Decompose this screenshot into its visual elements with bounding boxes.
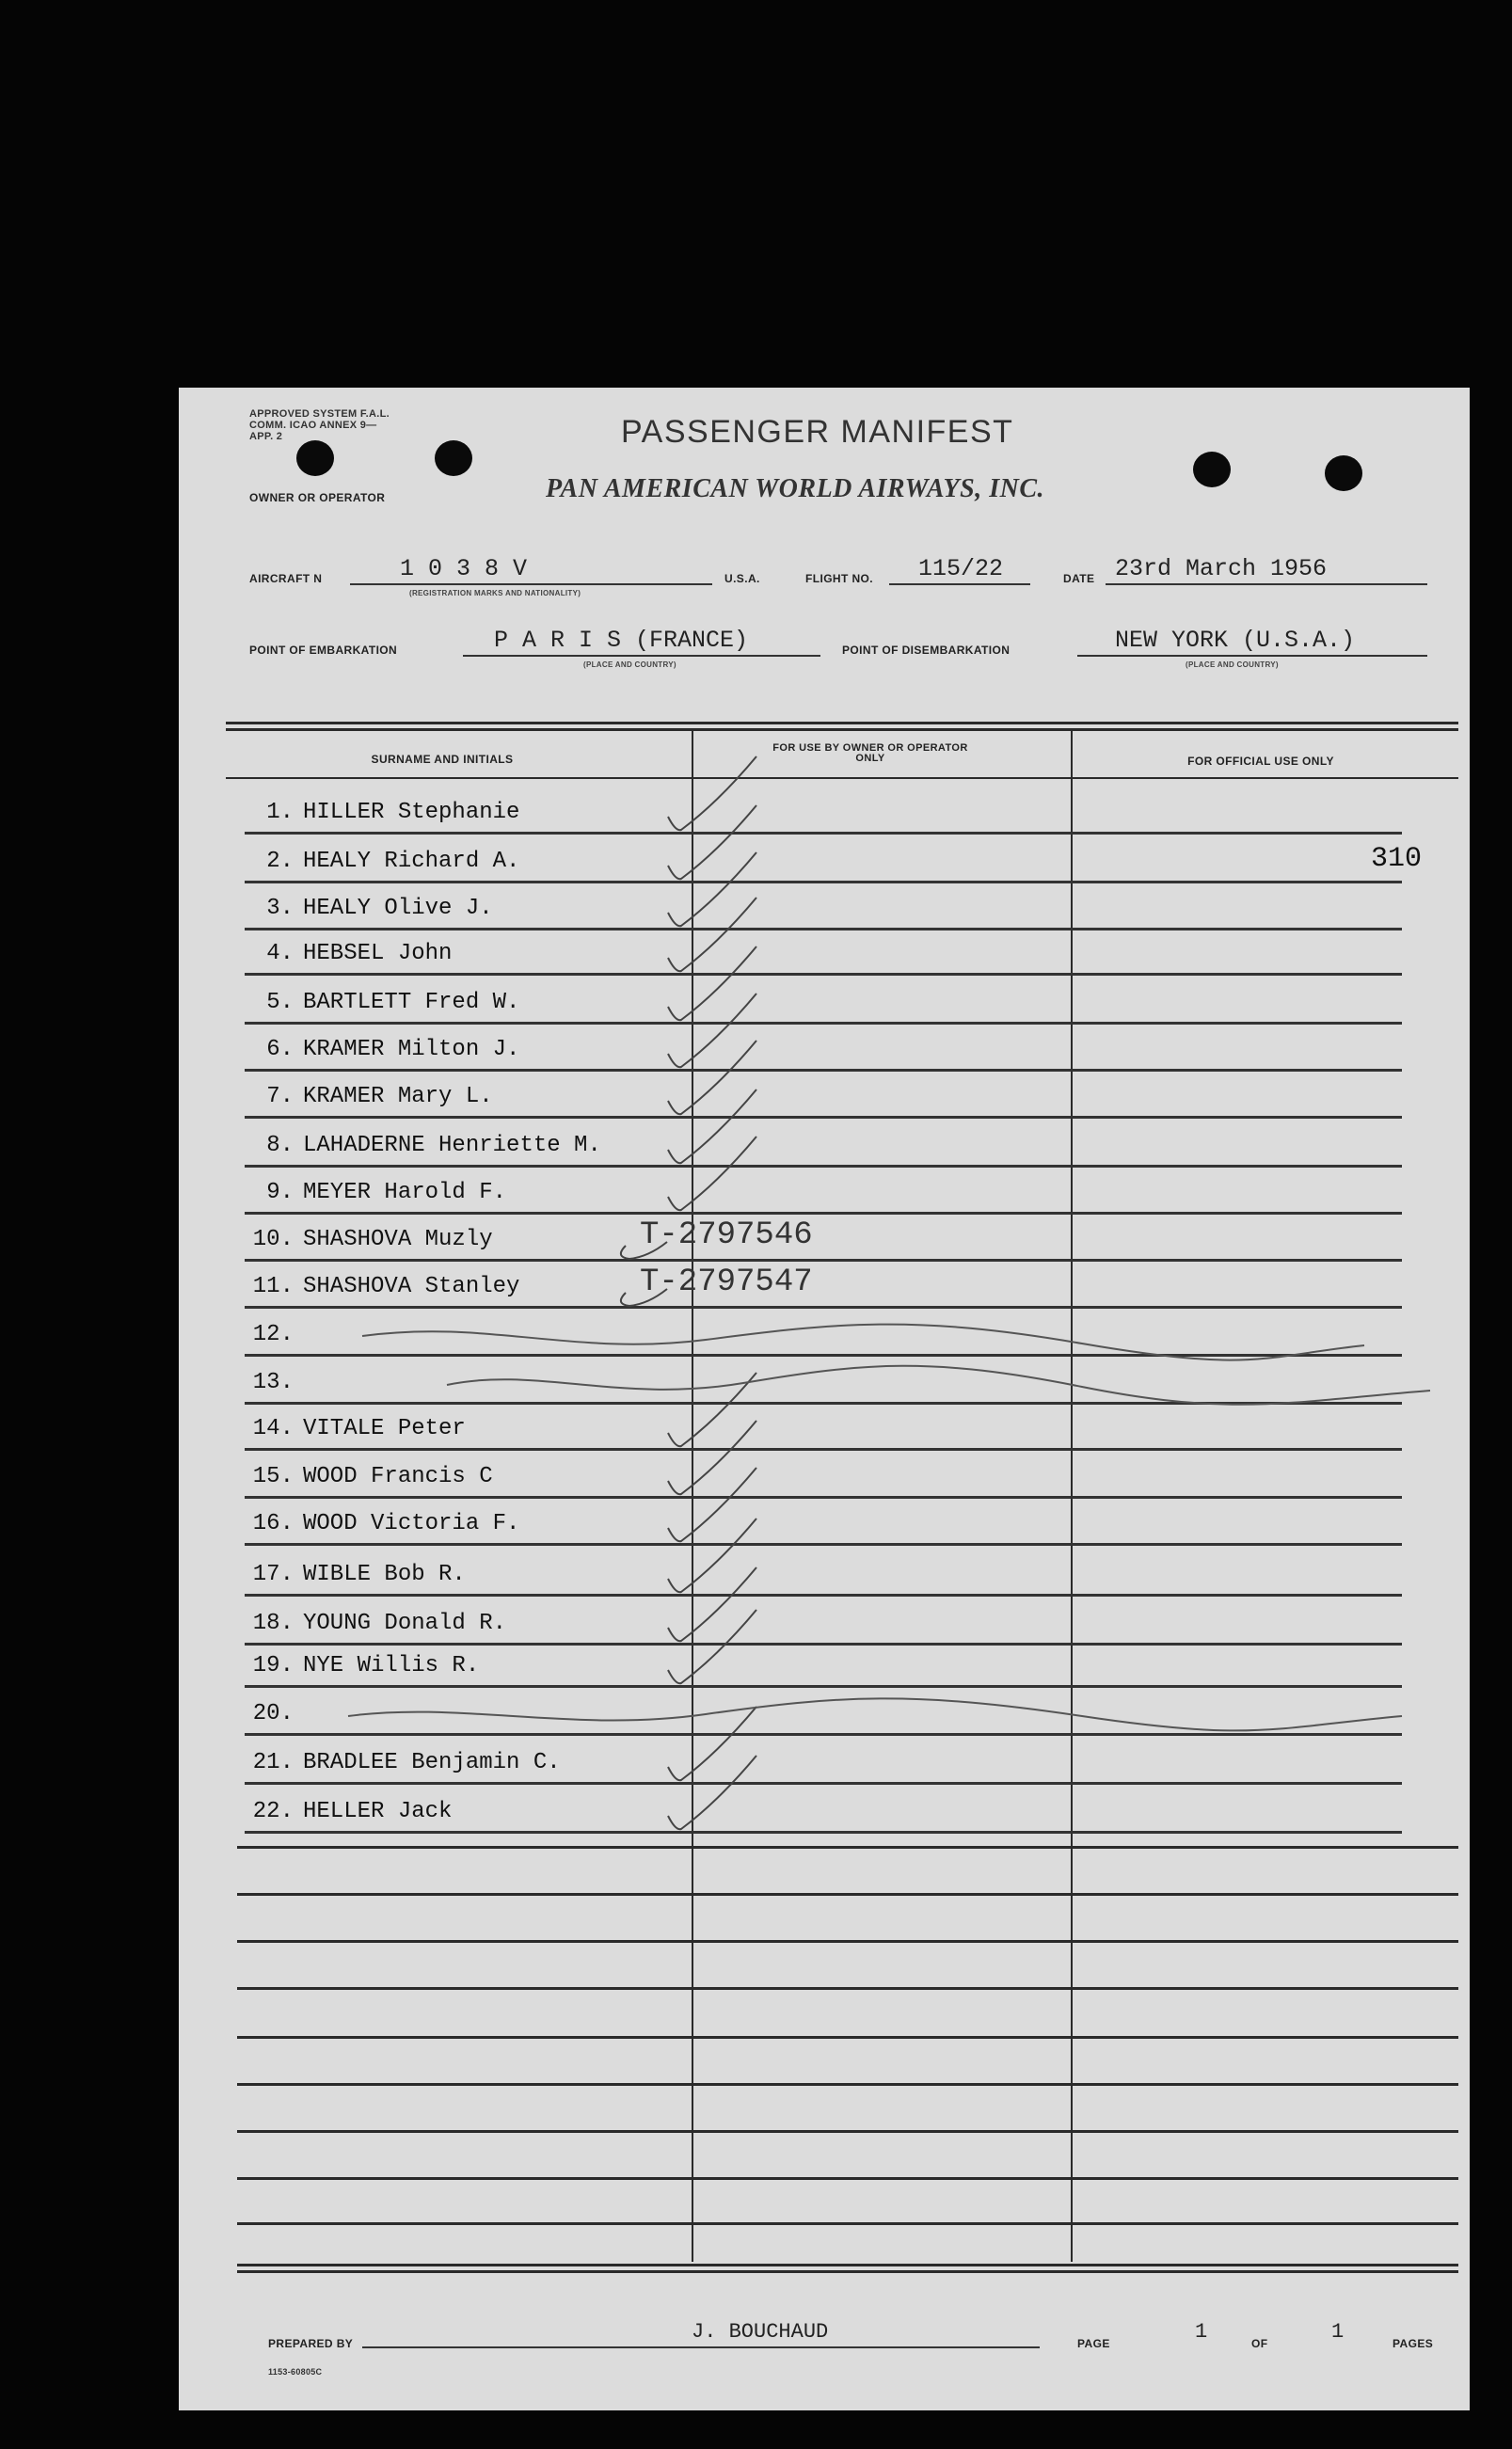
passenger-name: HEBSEL John xyxy=(303,941,453,966)
punch-hole xyxy=(296,440,334,476)
passenger-row xyxy=(245,1264,1458,1308)
empty-row-rule xyxy=(237,2177,1458,2180)
disembark-label: POINT OF DISEMBARKATION xyxy=(842,644,1011,657)
row-rule xyxy=(245,1643,1402,1646)
date-value: 23rd March 1956 xyxy=(1115,555,1328,582)
passenger-number: 4. xyxy=(266,941,294,966)
punch-hole xyxy=(1193,452,1231,487)
usa-label: U.S.A. xyxy=(724,572,760,585)
passenger-number: 16. xyxy=(252,1511,294,1536)
empty-row-rule xyxy=(237,1893,1458,1896)
row-rule xyxy=(245,1831,1402,1834)
row-rule xyxy=(245,1496,1402,1499)
aircraft-line xyxy=(350,583,712,585)
embark-label: POINT OF EMBARKATION xyxy=(249,644,398,657)
passenger-number: 9. xyxy=(266,1180,294,1205)
disembark-value: NEW YORK (U.S.A.) xyxy=(1115,627,1356,654)
passenger-name: WOOD Victoria F. xyxy=(303,1511,520,1536)
page-value: 1 xyxy=(1195,2320,1208,2344)
passenger-number: 17. xyxy=(252,1562,294,1587)
table-top-rule xyxy=(226,728,1458,731)
row-rule xyxy=(245,1594,1402,1597)
passenger-row xyxy=(245,1084,1458,1118)
row-rule xyxy=(245,1212,1402,1215)
passenger-row xyxy=(245,843,1458,883)
row-rule xyxy=(245,1543,1402,1546)
passenger-number: 12. xyxy=(252,1322,294,1347)
table-top-rule xyxy=(226,722,1458,724)
flight-label: FLIGHT NO. xyxy=(805,572,873,585)
approval-note: APPROVED SYSTEM F.A.L. COMM. ICAO ANNEX 9—APP. 2 xyxy=(249,408,390,442)
passenger-row xyxy=(245,1416,1458,1450)
table-bottom-rule xyxy=(237,2264,1458,2266)
passenger-number: 18. xyxy=(252,1611,294,1636)
disembark-caption: (PLACE AND COUNTRY) xyxy=(1186,660,1279,669)
row-rule xyxy=(245,1685,1402,1688)
row-rule xyxy=(245,1733,1402,1736)
passenger-number: 11. xyxy=(252,1274,294,1299)
punch-hole xyxy=(435,440,472,476)
disembark-line xyxy=(1077,655,1427,657)
passenger-row xyxy=(245,1511,1458,1545)
passenger-name: SHASHOVA Muzly xyxy=(303,1227,493,1252)
pages-label: PAGES xyxy=(1393,2337,1434,2350)
owner-label: OWNER OR OPERATOR xyxy=(249,491,386,504)
passenger-number: 21. xyxy=(252,1750,294,1775)
passenger-row xyxy=(245,1133,1458,1167)
punch-hole xyxy=(1325,455,1362,491)
embark-value: P A R I S (FRANCE) xyxy=(494,627,749,654)
col-owner-header: FOR USE BY OWNER OR OPERATOR ONLY xyxy=(772,742,968,764)
prepared-value: J. BOUCHAUD xyxy=(692,2320,829,2344)
passenger-number: 10. xyxy=(252,1227,294,1252)
col-surname-header: SURNAME AND INITIALS xyxy=(371,753,514,766)
of-label: OF xyxy=(1251,2337,1268,2350)
empty-row-rule xyxy=(237,2083,1458,2086)
passenger-name: WOOD Francis C xyxy=(303,1464,493,1489)
passenger-row xyxy=(245,1037,1458,1071)
passenger-owner-note: T-2797547 xyxy=(640,1264,813,1300)
passenger-name: VITALE Peter xyxy=(303,1416,466,1441)
empty-row-rule xyxy=(237,2130,1458,2133)
airline-name: PAN AMERICAN WORLD AIRWAYS, INC. xyxy=(546,474,1045,503)
passenger-row xyxy=(245,1611,1458,1645)
table-bottom-rule xyxy=(237,2270,1458,2273)
empty-row-rule xyxy=(237,1987,1458,1990)
row-rule xyxy=(245,1448,1402,1451)
empty-row-rule xyxy=(237,1940,1458,1943)
passenger-row xyxy=(245,896,1458,930)
passenger-name: HEALY Richard A. xyxy=(303,849,520,874)
passenger-row xyxy=(245,941,1458,975)
row-rule xyxy=(245,1354,1402,1357)
passenger-number: 14. xyxy=(252,1416,294,1441)
passenger-number: 7. xyxy=(266,1084,294,1109)
row-rule xyxy=(245,1259,1402,1262)
aircraft-caption: (REGISTRATION MARKS AND NATIONALITY) xyxy=(409,589,581,597)
passenger-row xyxy=(245,1217,1458,1261)
passenger-number: 2. xyxy=(266,849,294,874)
aircraft-label: AIRCRAFT N xyxy=(249,572,323,585)
form-code: 1153-60805C xyxy=(268,2367,323,2377)
passenger-row xyxy=(245,800,1458,834)
passenger-name: KRAMER Milton J. xyxy=(303,1037,520,1062)
row-rule xyxy=(245,881,1402,883)
row-rule xyxy=(245,1165,1402,1168)
passenger-number: 22. xyxy=(252,1799,294,1824)
passenger-name: HILLER Stephanie xyxy=(303,800,520,825)
empty-row-rule xyxy=(237,2222,1458,2225)
passenger-name: BRADLEE Benjamin C. xyxy=(303,1750,561,1775)
row-rule xyxy=(245,1022,1402,1025)
passenger-name: YOUNG Donald R. xyxy=(303,1611,507,1636)
page-label: PAGE xyxy=(1077,2337,1110,2350)
passenger-official-entry: 310 xyxy=(1371,843,1423,875)
col-official-header: FOR OFFICIAL USE ONLY xyxy=(1187,755,1334,768)
passenger-row xyxy=(245,1750,1458,1784)
passenger-name: MEYER Harold F. xyxy=(303,1180,507,1205)
row-rule xyxy=(245,832,1402,835)
passenger-row xyxy=(245,1701,1458,1735)
prepared-line xyxy=(362,2346,1040,2348)
passenger-name: KRAMER Mary L. xyxy=(303,1084,493,1109)
pages-value: 1 xyxy=(1331,2320,1345,2344)
passenger-row xyxy=(245,1799,1458,1833)
passenger-number: 15. xyxy=(252,1464,294,1489)
date-line xyxy=(1106,583,1427,585)
manifest-sheet xyxy=(179,388,1470,2410)
passenger-row xyxy=(245,990,1458,1024)
passenger-row xyxy=(245,1370,1458,1404)
passenger-name: HEALY Olive J. xyxy=(303,896,493,921)
manifest-title: PASSENGER MANIFEST xyxy=(621,414,1014,450)
row-rule xyxy=(245,1402,1402,1405)
row-rule xyxy=(245,1306,1402,1309)
passenger-number: 5. xyxy=(266,990,294,1015)
passenger-row xyxy=(245,1562,1458,1596)
passenger-name: HELLER Jack xyxy=(303,1799,453,1824)
passenger-name: SHASHOVA Stanley xyxy=(303,1274,520,1299)
row-rule xyxy=(245,973,1402,976)
passenger-row xyxy=(245,1653,1458,1687)
row-rule xyxy=(245,1116,1402,1119)
passenger-name: NYE Willis R. xyxy=(303,1653,480,1678)
passenger-name: BARTLETT Fred W. xyxy=(303,990,520,1015)
passenger-number: 13. xyxy=(252,1370,294,1395)
embark-line xyxy=(463,655,820,657)
passenger-number: 6. xyxy=(266,1037,294,1062)
passenger-name: LAHADERNE Henriette M. xyxy=(303,1133,601,1158)
passenger-row xyxy=(245,1180,1458,1214)
passenger-number: 3. xyxy=(266,896,294,921)
passenger-owner-note: T-2797546 xyxy=(640,1217,813,1253)
passenger-row xyxy=(245,1322,1458,1356)
empty-row-rule xyxy=(237,2036,1458,2039)
passenger-number: 19. xyxy=(252,1653,294,1678)
embark-caption: (PLACE AND COUNTRY) xyxy=(583,660,676,669)
passenger-number: 8. xyxy=(266,1133,294,1158)
empty-row-rule xyxy=(237,1846,1458,1849)
date-label: DATE xyxy=(1063,572,1095,585)
row-rule xyxy=(245,928,1402,930)
passenger-name: WIBLE Bob R. xyxy=(303,1562,466,1587)
flight-line xyxy=(889,583,1030,585)
flight-value: 115/22 xyxy=(918,555,1004,582)
passenger-number: 20. xyxy=(252,1701,294,1726)
prepared-label: PREPARED BY xyxy=(268,2337,354,2350)
aircraft-value: 1 0 3 8 V xyxy=(400,555,528,582)
passenger-row xyxy=(245,1464,1458,1498)
header-rule xyxy=(226,777,1458,779)
passenger-number: 1. xyxy=(266,800,294,825)
row-rule xyxy=(245,1782,1402,1785)
row-rule xyxy=(245,1069,1402,1072)
